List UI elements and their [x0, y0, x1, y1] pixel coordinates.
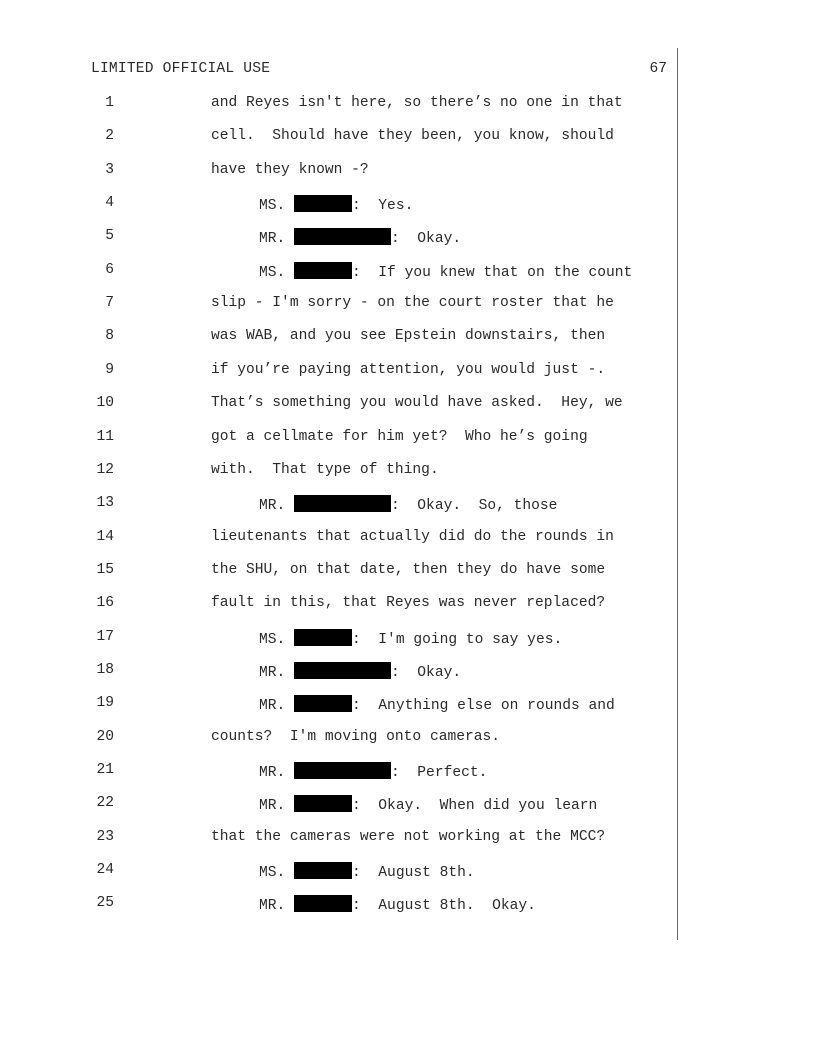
transcript-line — [0, 729, 700, 749]
transcript-line — [0, 562, 700, 582]
transcript-line — [0, 395, 700, 415]
spoken-text: : Perfect. — [391, 765, 488, 781]
line-number: 9 — [105, 362, 114, 378]
transcript-line — [0, 762, 700, 782]
line-number: 11 — [96, 429, 114, 445]
speaker-line — [259, 629, 562, 648]
redaction-box — [294, 862, 352, 879]
line-number: 14 — [96, 529, 114, 545]
spoken-text: : Okay. So, those — [391, 498, 558, 514]
page-number: 67 — [649, 61, 667, 77]
transcript-line — [0, 529, 700, 549]
speaker-title: MR. — [259, 898, 295, 914]
redaction-box — [294, 195, 352, 212]
speaker-line — [259, 662, 461, 681]
transcript-line — [0, 429, 700, 449]
line-number: 12 — [96, 462, 114, 478]
transcript-line — [0, 228, 700, 248]
line-text: and Reyes isn't here, so there’s no one in that — [211, 95, 623, 111]
classification-label: LIMITED OFFICIAL USE — [91, 61, 271, 77]
redaction-box — [294, 495, 391, 512]
line-number: 8 — [105, 328, 114, 344]
line-text: that the cameras were not working at the MCC? — [211, 829, 606, 845]
line-number: 18 — [96, 662, 114, 678]
line-number: 21 — [96, 762, 114, 778]
line-text: counts? I'm moving onto cameras. — [211, 729, 501, 745]
spoken-text: : August 8th. — [352, 865, 475, 881]
speaker-title: MS. — [259, 198, 295, 214]
transcript-line — [0, 462, 700, 482]
spoken-text: : August 8th. Okay. — [352, 898, 536, 914]
transcript-line — [0, 95, 700, 115]
speaker-title: MR. — [259, 665, 295, 681]
speaker-line — [259, 795, 597, 814]
transcript-line — [0, 662, 700, 682]
redaction-box — [294, 695, 352, 712]
speaker-title: MR. — [259, 231, 295, 247]
line-number: 17 — [96, 629, 114, 645]
speaker-title: MR. — [259, 498, 295, 514]
speaker-line — [259, 895, 536, 914]
transcript-line — [0, 195, 700, 215]
speaker-line — [259, 695, 615, 714]
line-text: That’s something you would have asked. Hey, we — [211, 395, 623, 411]
speaker-line — [259, 195, 413, 214]
line-text: was WAB, and you see Epstein downstairs, then — [211, 328, 606, 344]
spoken-text: : I'm going to say yes. — [352, 632, 563, 648]
transcript-line — [0, 162, 700, 182]
transcript-line — [0, 795, 700, 815]
spoken-text: : Anything else on rounds and — [352, 698, 615, 714]
transcript-line — [0, 328, 700, 348]
line-text: if you’re paying attention, you would just -. — [211, 362, 606, 378]
redaction-box — [294, 228, 391, 245]
transcript-line — [0, 128, 700, 148]
line-number: 7 — [105, 295, 114, 311]
line-number: 6 — [105, 262, 114, 278]
line-number: 5 — [105, 228, 114, 244]
transcript-line — [0, 695, 700, 715]
transcript-line — [0, 862, 700, 882]
line-number: 15 — [96, 562, 114, 578]
line-number: 19 — [96, 695, 114, 711]
redaction-box — [294, 762, 391, 779]
line-text: with. That type of thing. — [211, 462, 439, 478]
line-text: fault in this, that Reyes was never replaced? — [211, 595, 606, 611]
line-number: 13 — [96, 495, 114, 511]
speaker-title: MS. — [259, 865, 295, 881]
line-number: 25 — [96, 895, 114, 911]
page-header — [91, 61, 667, 81]
speaker-title: MR. — [259, 765, 295, 781]
transcript-line — [0, 295, 700, 315]
redaction-box — [294, 795, 352, 812]
line-text: have they known -? — [211, 162, 369, 178]
line-text: cell. Should have they been, you know, should — [211, 128, 614, 144]
line-number: 16 — [96, 595, 114, 611]
line-number: 3 — [105, 162, 114, 178]
line-text: slip - I'm sorry - on the court roster that he — [211, 295, 614, 311]
line-text: lieutenants that actually did do the rounds in — [211, 529, 614, 545]
line-number: 20 — [96, 729, 114, 745]
speaker-title: MR. — [259, 698, 295, 714]
line-number: 1 — [105, 95, 114, 111]
redaction-box — [294, 629, 352, 646]
line-text: got a cellmate for him yet? Who he’s going — [211, 429, 588, 445]
redaction-box — [294, 895, 352, 912]
line-text: the SHU, on that date, then they do have some — [211, 562, 606, 578]
spoken-text: : Okay. When did you learn — [352, 798, 598, 814]
line-number: 23 — [96, 829, 114, 845]
line-number: 4 — [105, 195, 114, 211]
line-number: 10 — [96, 395, 114, 411]
transcript-line — [0, 495, 700, 515]
transcript-line — [0, 629, 700, 649]
redaction-box — [294, 662, 391, 679]
transcript-line — [0, 595, 700, 615]
spoken-text: : Yes. — [352, 198, 414, 214]
spoken-text: : Okay. — [391, 231, 462, 247]
line-number: 24 — [96, 862, 114, 878]
transcript-line — [0, 895, 700, 915]
transcript-line — [0, 362, 700, 382]
speaker-line — [259, 862, 475, 881]
line-number: 22 — [96, 795, 114, 811]
transcript-line — [0, 829, 700, 849]
speaker-title: MS. — [259, 632, 295, 648]
transcript-line — [0, 262, 700, 282]
speaker-title: MR. — [259, 798, 295, 814]
speaker-line — [259, 228, 461, 247]
line-number: 2 — [105, 128, 114, 144]
speaker-title: MS. — [259, 265, 295, 281]
spoken-text: : Okay. — [391, 665, 462, 681]
speaker-line — [259, 495, 557, 514]
redaction-box — [294, 262, 352, 279]
speaker-line — [259, 762, 487, 781]
spoken-text: : If you knew that on the count — [352, 265, 633, 281]
speaker-line — [259, 262, 632, 281]
